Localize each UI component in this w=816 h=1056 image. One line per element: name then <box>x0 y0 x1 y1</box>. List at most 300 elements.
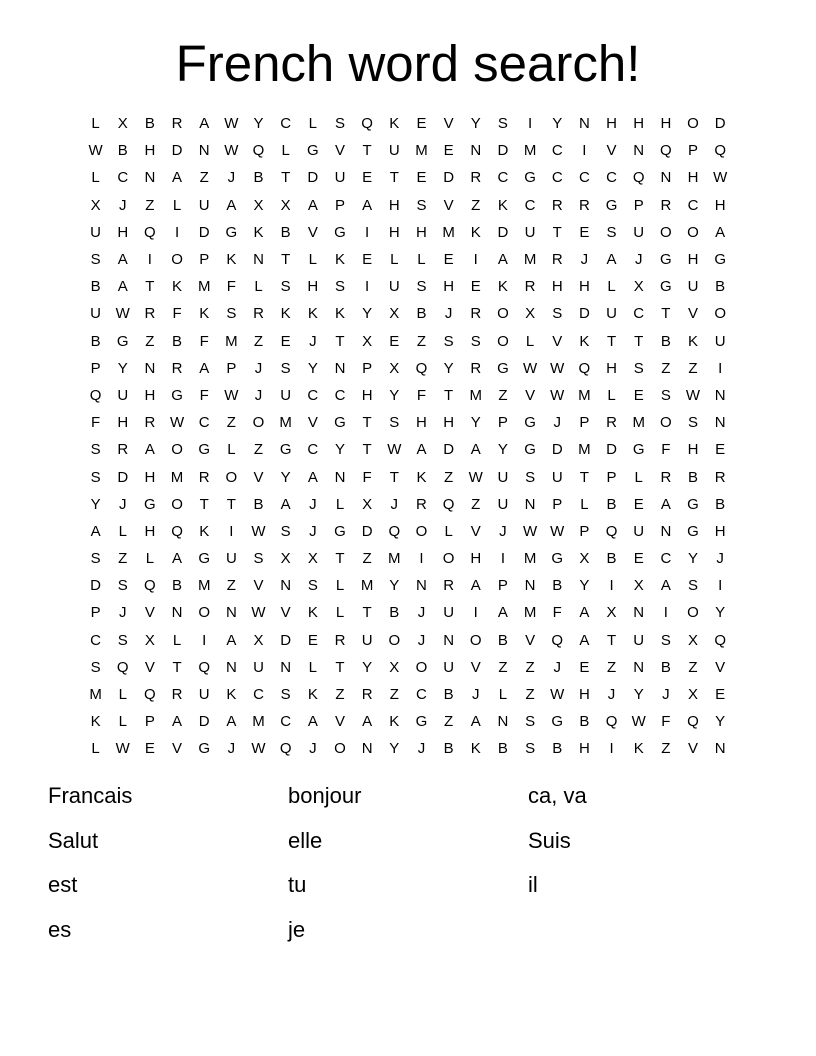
grid-letter: J <box>444 305 453 323</box>
grid-letter: H <box>388 196 400 214</box>
grid-row <box>82 545 734 572</box>
grid-letter: X <box>280 550 291 568</box>
grid-row <box>82 708 734 735</box>
grid-letter: B <box>280 223 291 241</box>
grid-letter: W <box>713 169 728 187</box>
grid-letter: G <box>524 414 536 432</box>
grid-letter: J <box>309 495 317 513</box>
grid-letter: N <box>144 359 156 377</box>
grid-row <box>82 599 734 626</box>
grid-letter: G <box>225 223 238 241</box>
grid-letter: R <box>117 441 129 459</box>
grid-letter: Y <box>389 740 400 758</box>
grid-letter: E <box>416 169 427 187</box>
word-list-item: es <box>48 917 72 943</box>
grid-letter: Q <box>252 142 265 160</box>
grid-row <box>82 382 734 409</box>
grid-letter: L <box>91 740 100 758</box>
grid-letter: K <box>226 251 237 269</box>
grid-letter: C <box>280 115 292 133</box>
grid-letter: B <box>660 332 671 350</box>
grid-letter: I <box>229 522 234 540</box>
grid-letter: C <box>307 386 319 404</box>
grid-letter: T <box>335 332 345 350</box>
grid-letter: C <box>253 686 264 704</box>
grid-letter: G <box>415 713 428 731</box>
grid-letter: R <box>551 251 563 269</box>
grid-letter: T <box>389 169 399 187</box>
grid-letter: J <box>309 522 317 540</box>
grid-letter: D <box>497 142 509 160</box>
grid-letter: G <box>687 522 699 540</box>
grid-letter: Z <box>444 713 454 731</box>
grid-letter: O <box>660 414 672 432</box>
grid-letter: G <box>171 386 183 404</box>
grid-letter: B <box>389 604 400 622</box>
grid-letter: W <box>387 441 402 459</box>
grid-letter: F <box>172 305 182 323</box>
grid-letter: H <box>578 686 590 704</box>
grid-letter: I <box>527 115 533 133</box>
grid-row <box>82 463 734 490</box>
grid-letter: G <box>605 196 618 214</box>
grid-letter: C <box>307 441 319 459</box>
grid-letter: T <box>444 386 454 404</box>
grid-letter: F <box>90 414 101 432</box>
grid-letter: W <box>631 713 646 731</box>
grid-letter: H <box>660 115 672 133</box>
grid-letter: N <box>334 359 346 377</box>
page-title: French word search! <box>175 35 641 92</box>
grid-letter: V <box>144 604 155 622</box>
grid-letter: T <box>362 604 372 622</box>
grid-letter: Y <box>334 441 345 459</box>
grid-letter: S <box>307 577 318 595</box>
grid-letter: Q <box>144 223 156 241</box>
grid-letter: U <box>388 278 400 296</box>
grid-letter: Q <box>388 522 401 540</box>
grid-letter: L <box>145 550 155 568</box>
grid-letter: W <box>522 359 538 377</box>
grid-letter: B <box>606 550 617 568</box>
grid-letter: R <box>551 196 563 214</box>
grid-letter: N <box>660 169 672 187</box>
grid-letter: F <box>226 278 236 296</box>
word-list-item: tu <box>288 872 307 898</box>
grid-letter: Z <box>688 359 698 377</box>
grid-letter: L <box>335 495 345 513</box>
grid-letter: C <box>687 196 699 214</box>
word-list-item: ca, va <box>528 783 587 808</box>
grid-letter: U <box>497 495 509 513</box>
grid-letter: S <box>660 386 671 404</box>
grid-letter: P <box>579 414 590 432</box>
grid-letter: G <box>306 142 319 160</box>
grid-letter: B <box>443 686 454 704</box>
grid-letter: Q <box>714 631 726 649</box>
grid-letter: R <box>198 468 210 486</box>
grid-letter: S <box>525 713 536 731</box>
grid-letter: J <box>634 251 643 269</box>
grid-letter: L <box>498 686 508 704</box>
grid-letter: K <box>334 305 345 323</box>
grid-letter: J <box>716 550 724 568</box>
grid-letter: B <box>606 495 617 513</box>
grid-letter: G <box>687 495 699 513</box>
grid-letter: P <box>199 251 210 269</box>
grid-letter: R <box>470 305 482 323</box>
grid-letter: D <box>606 441 617 459</box>
grid-letter: O <box>252 414 265 432</box>
grid-letter: O <box>415 522 428 540</box>
grid-letter: M <box>523 550 537 568</box>
grid-letter: X <box>253 631 264 649</box>
grid-letter: Q <box>551 631 564 649</box>
grid-letter: G <box>524 441 536 459</box>
grid-letter: M <box>578 386 591 404</box>
grid-letter: K <box>389 115 400 133</box>
grid-letter: R <box>443 577 455 595</box>
grid-letter: J <box>118 196 127 214</box>
grid-letter: H <box>606 115 617 133</box>
grid-letter: G <box>660 251 672 269</box>
grid-letter: K <box>199 522 210 540</box>
grid-letter: M <box>415 142 428 160</box>
grid-letter: D <box>198 223 210 241</box>
grid-letter: S <box>389 414 400 432</box>
grid-letter: P <box>144 713 155 731</box>
grid-letter: X <box>606 604 617 622</box>
grid-letter: T <box>389 468 399 486</box>
grid-letter: B <box>172 332 183 350</box>
grid-letter: P <box>552 495 563 513</box>
grid-letter: R <box>606 414 617 432</box>
grid-letter: S <box>117 631 128 649</box>
grid-letter: P <box>226 359 237 377</box>
grid-letter: V <box>334 713 345 731</box>
grid-letter: K <box>497 196 508 214</box>
grid-letter: J <box>417 631 426 649</box>
grid-letter: I <box>174 223 180 241</box>
grid-letter: J <box>607 686 616 704</box>
letter-grid <box>82 110 734 763</box>
grid-letter: H <box>144 522 156 540</box>
grid-letter: T <box>199 495 209 513</box>
word-list-item: Francais <box>48 783 133 808</box>
grid-letter: L <box>308 251 317 269</box>
grid-letter: K <box>579 332 590 350</box>
grid-letter: A <box>362 196 373 214</box>
grid-letter: D <box>307 169 319 187</box>
grid-letter: F <box>661 713 671 731</box>
grid-letter: K <box>253 223 264 241</box>
grid-letter: Y <box>633 686 644 704</box>
grid-letter: W <box>224 386 239 404</box>
grid-letter: K <box>416 468 427 486</box>
grid-letter: K <box>497 278 508 296</box>
grid-letter: D <box>198 713 210 731</box>
grid-letter: U <box>443 658 455 676</box>
grid-letter: H <box>416 223 427 241</box>
grid-letter: A <box>497 251 508 269</box>
grid-letter: S <box>416 278 427 296</box>
grid-letter: Q <box>605 713 618 731</box>
grid-letter: H <box>578 278 590 296</box>
grid-letter: L <box>390 251 399 269</box>
grid-letter: S <box>552 305 563 323</box>
grid-letter: E <box>579 658 590 676</box>
grid-letter: Y <box>307 359 318 377</box>
grid-letter: Z <box>688 658 698 676</box>
grid-letter: P <box>90 604 101 622</box>
grid-letter: T <box>226 495 236 513</box>
word-list-item: est <box>48 872 78 898</box>
grid-letter: E <box>416 115 427 133</box>
grid-letter: I <box>365 278 370 296</box>
grid-letter: F <box>416 386 427 404</box>
grid-letter: S <box>280 686 291 704</box>
grid-letter: R <box>714 468 726 486</box>
grid-letter: Y <box>497 441 508 459</box>
grid-letter: A <box>470 577 481 595</box>
grid-letter: A <box>226 713 237 731</box>
grid-letter: G <box>334 414 346 432</box>
grid-letter: W <box>550 359 565 377</box>
grid-letter: J <box>417 740 426 758</box>
grid-letter: E <box>579 223 590 241</box>
grid-letter: H <box>578 740 590 758</box>
grid-letter: H <box>470 550 482 568</box>
grid-letter: S <box>525 740 536 758</box>
grid-letter: Q <box>198 658 211 676</box>
grid-letter: O <box>687 115 699 133</box>
grid-letter: K <box>470 740 481 758</box>
grid-letter: H <box>144 468 156 486</box>
grid-letter: H <box>606 359 617 377</box>
grid-letter: K <box>470 223 481 241</box>
grid-letter: G <box>551 550 564 568</box>
grid-letter: A <box>307 713 318 731</box>
grid-letter: M <box>442 223 455 241</box>
grid-letter: W <box>115 740 130 758</box>
grid-letter: K <box>226 686 237 704</box>
grid-letter: E <box>443 251 454 269</box>
word-list-item: bonjour <box>288 783 362 808</box>
grid-letter: E <box>362 251 373 269</box>
grid-letter: G <box>116 332 129 350</box>
grid-letter: W <box>468 468 483 486</box>
grid-letter: Z <box>606 658 617 676</box>
grid-letter: I <box>582 142 587 160</box>
grid-letter: V <box>470 522 481 540</box>
grid-letter: J <box>309 740 317 758</box>
grid-letter: K <box>389 713 400 731</box>
grid-letter: S <box>90 658 101 676</box>
grid-letter: N <box>633 658 645 676</box>
grid-letter: X <box>389 305 400 323</box>
grid-letter: P <box>497 414 508 432</box>
grid-letter: W <box>88 142 103 160</box>
grid-letter: L <box>172 196 182 214</box>
grid-letter: S <box>660 631 671 649</box>
grid-letter: W <box>251 740 266 758</box>
grid-letter: Y <box>280 468 291 486</box>
grid-letter: L <box>172 631 182 649</box>
grid-letter: Y <box>579 577 590 595</box>
grid-letter: Q <box>144 686 156 704</box>
grid-letter: D <box>551 441 563 459</box>
grid-letter: Y <box>688 550 699 568</box>
grid-letter: P <box>579 522 590 540</box>
grid-letter: H <box>714 196 726 214</box>
grid-letter: Q <box>687 713 699 731</box>
grid-letter: O <box>225 468 238 486</box>
grid-letter: E <box>389 332 400 350</box>
grid-letter: O <box>171 251 183 269</box>
grid-letter: K <box>307 686 318 704</box>
grid-letter: Q <box>279 740 292 758</box>
grid-letter: C <box>280 713 292 731</box>
grid-letter: Z <box>525 658 535 676</box>
grid-letter: L <box>417 251 426 269</box>
grid-letter: J <box>118 604 127 622</box>
grid-letter: S <box>253 550 264 568</box>
grid-letter: X <box>144 631 155 649</box>
grid-letter: J <box>580 251 589 269</box>
grid-letter: N <box>497 713 509 731</box>
grid-letter: Z <box>661 359 671 377</box>
grid-letter: E <box>633 386 644 404</box>
grid-letter: T <box>579 468 589 486</box>
grid-letter: L <box>580 495 589 513</box>
grid-letter: B <box>579 713 590 731</box>
grid-row <box>82 300 734 327</box>
grid-letter: K <box>90 713 101 731</box>
grid-letter: B <box>90 332 101 350</box>
grid-letter: S <box>90 441 101 459</box>
grid-letter: T <box>335 658 345 676</box>
grid-row <box>82 681 734 708</box>
grid-letter: W <box>685 386 701 404</box>
grid-letter: B <box>144 115 155 133</box>
word-list <box>48 781 768 960</box>
grid-letter: V <box>253 577 264 595</box>
grid-letter: Q <box>171 522 183 540</box>
grid-letter: S <box>334 115 345 133</box>
grid-letter: M <box>632 414 645 432</box>
grid-letter: U <box>90 305 101 323</box>
grid-letter: V <box>470 658 481 676</box>
grid-letter: M <box>469 386 483 404</box>
grid-letter: G <box>144 495 156 513</box>
grid-letter: P <box>90 359 101 377</box>
grid-letter: Z <box>661 740 671 758</box>
grid-letter: P <box>334 196 345 214</box>
grid-letter: J <box>499 522 507 540</box>
grid-letter: D <box>443 441 455 459</box>
grid-letter: Q <box>605 522 618 540</box>
grid-letter: O <box>171 495 183 513</box>
grid-letter: R <box>361 686 373 704</box>
word-list-item: je <box>288 917 306 943</box>
grid-letter: K <box>307 305 318 323</box>
grid-letter: B <box>497 631 508 649</box>
grid-letter: Y <box>117 359 128 377</box>
grid-letter: S <box>443 332 454 350</box>
grid-letter: B <box>416 305 427 323</box>
grid-letter: T <box>362 142 372 160</box>
grid-letter: N <box>198 142 210 160</box>
grid-letter: S <box>416 196 427 214</box>
grid-letter: V <box>172 740 183 758</box>
grid-letter: X <box>633 577 644 595</box>
grid-letter: Y <box>389 386 400 404</box>
grid-letter: U <box>497 468 509 486</box>
grid-letter: C <box>524 196 536 214</box>
grid-letter: T <box>606 332 617 350</box>
grid-letter: S <box>90 550 101 568</box>
grid-letter: G <box>632 441 645 459</box>
grid-letter: B <box>715 278 726 296</box>
grid-letter: J <box>553 414 561 432</box>
grid-letter: R <box>524 278 536 296</box>
grid-letter: S <box>280 522 291 540</box>
grid-letter: Y <box>470 115 481 133</box>
grid-letter: A <box>307 196 318 214</box>
grid-letter: L <box>444 522 453 540</box>
grid-letter: U <box>253 658 264 676</box>
grid-letter: L <box>118 522 127 540</box>
grid-letter: A <box>280 495 291 513</box>
grid-letter: N <box>578 115 590 133</box>
grid-letter: O <box>388 631 401 649</box>
grid-letter: V <box>525 386 536 404</box>
grid-letter: G <box>551 713 564 731</box>
grid-letter: C <box>334 386 346 404</box>
grid-letter: U <box>361 631 373 649</box>
grid-letter: X <box>362 495 373 513</box>
grid-letter: S <box>633 359 644 377</box>
grid-letter: B <box>688 468 699 486</box>
grid-letter: E <box>443 142 454 160</box>
grid-letter: X <box>688 631 699 649</box>
grid-letter: A <box>172 713 183 731</box>
grid-letter: C <box>117 169 129 187</box>
grid-letter: X <box>525 305 536 323</box>
grid-letter: H <box>388 223 400 241</box>
grid-row <box>82 491 734 518</box>
grid-letter: V <box>688 740 699 758</box>
grid-letter: F <box>199 332 209 350</box>
grid-letter: J <box>472 686 480 704</box>
grid-letter: A <box>660 495 671 513</box>
grid-letter: N <box>443 631 455 649</box>
grid-letter: H <box>687 441 699 459</box>
grid-letter: H <box>144 386 156 404</box>
grid-letter: B <box>552 577 563 595</box>
grid-row <box>82 192 734 219</box>
grid-letter: A <box>172 169 183 187</box>
grid-letter: W <box>550 522 565 540</box>
grid-letter: Y <box>253 115 264 133</box>
grid-letter: Q <box>116 658 129 676</box>
grid-letter: I <box>718 359 723 377</box>
grid-letter: X <box>117 115 128 133</box>
grid-letter: X <box>389 359 400 377</box>
grid-letter: A <box>226 196 237 214</box>
grid-letter: S <box>470 332 481 350</box>
grid-letter: C <box>416 686 427 704</box>
